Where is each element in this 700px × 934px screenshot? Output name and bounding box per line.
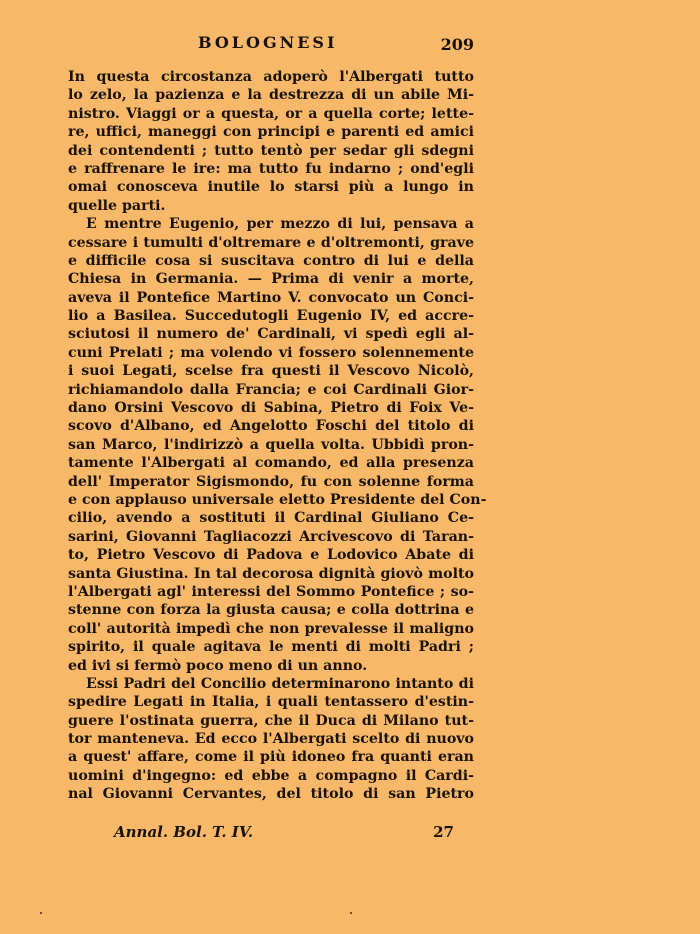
text-line: coll' autorità impedì che non prevalesse il maligno [68, 620, 474, 637]
text-line: sciutosi il numero de' Cardinali, vi spedì egli al- [68, 326, 474, 343]
text-line: guere l'ostinata guerra, che il Duca di Milano tut- [68, 712, 474, 729]
running-title: BOLOGNESI [198, 33, 338, 52]
page-header [68, 33, 474, 57]
paragraph-first-line: Essi Padri del Concilio determinarono intanto di [86, 675, 474, 692]
text-line: l'Albergati agl' interessi del Sommo Pontefice ; so- [68, 583, 474, 600]
text-line: lio a Basilea. Succedutogli Eugenio IV, ed accre- [68, 308, 474, 325]
page-number: 209 [440, 35, 474, 54]
text-line: omai conosceva inutile lo starsi più a lungo in [68, 179, 474, 196]
text-line: dano Orsini Vescovo di Sabina, Pietro di Foix Ve- [68, 400, 474, 417]
text-line: spirito, il quale agitava le menti di molti Padri ; [68, 639, 474, 656]
page-footer [114, 823, 454, 845]
text-line: ed ivi si fermò poco meno di un anno. [68, 657, 368, 674]
text-line: stenne con forza la giusta causa; e colla dottrina e [68, 602, 474, 619]
text-line: quelle parti. [68, 197, 166, 214]
text-line: lo zelo, la pazienza e la destrezza di un abile Mi- [68, 87, 474, 104]
text-line: tor manteneva. Ed ecco l'Albergati scelto di nuovo [68, 731, 474, 748]
text-line: scovo d'Albano, ed Angelotto Foschi del titolo di [68, 418, 474, 435]
text-line: spedire Legati in Italia, i quali tentassero d'estin- [68, 694, 474, 711]
text-line: cessare i tumulti d'oltremare e d'oltremonti, grave [68, 234, 474, 251]
text-line: sarini, Giovanni Tagliacozzi Arcivescovo di Taran- [68, 528, 474, 545]
paper-speck [40, 912, 42, 914]
text-line: to, Pietro Vescovo di Padova e Lodovico Abate di [68, 547, 474, 564]
text-line: richiamandolo dalla Francia; e coi Cardinali Gior- [68, 381, 474, 398]
text-line: i suoi Legati, scelse fra questi il Vescovo Nicolò, [68, 363, 474, 380]
signature-mark-text: Annal. Bol. T. IV. [114, 823, 254, 841]
text-line: uomini d'ingegno: ed ebbe a compagno il Cardi- [68, 767, 474, 784]
text-line: dei contendenti ; tutto tentò per sedar gli sdegni [68, 142, 474, 159]
text-line: e difficile cosa si suscitava contro di lui e della [68, 252, 474, 269]
text-line: san Marco, l'indirizzò a quella volta. Ubbidì pron- [68, 436, 474, 453]
text-line: tamente l'Albergati al comando, ed alla presenza [68, 455, 474, 472]
text-line: In questa circostanza adoperò l'Albergati tutto [68, 69, 474, 85]
text-line: re, uffici, maneggi con principi e parenti ed amici [68, 124, 474, 141]
signature-number: 27 [433, 823, 454, 841]
text-line: nal Giovanni Cervantes, del titolo di san Pietro [68, 786, 474, 803]
text-line: aveva il Pontefice Martino V. convocato un Conci- [68, 289, 474, 306]
text-line: santa Giustina. In tal decorosa dignità giovò molto [68, 565, 474, 582]
paper-speck [350, 912, 352, 914]
text-line: Chiesa in Germania. — Prima di venir a morte, [68, 271, 474, 288]
text-line: cuni Prelati ; ma volendo vi fossero solennemente [68, 344, 474, 361]
paragraph-first-line: E mentre Eugenio, per mezzo di lui, pensava a [86, 216, 474, 233]
text-line: e con applauso universale eletto Presidente del Con- [68, 491, 487, 508]
body-text [68, 68, 487, 804]
text-line: nistro. Viaggi or a questa, or a quella corte; lette- [68, 105, 474, 122]
text-line: e raffrenare le ire: ma tutto fu indarno ; ond'egli [68, 160, 474, 177]
text-line: a quest' affare, come il più idoneo fra quanti eran [68, 749, 474, 766]
text-line: dell' Imperator Sigismondo, fu con solenne forma [68, 473, 474, 490]
text-line: cilio, avendo a sostituti il Cardinal Giuliano Ce- [68, 510, 474, 527]
